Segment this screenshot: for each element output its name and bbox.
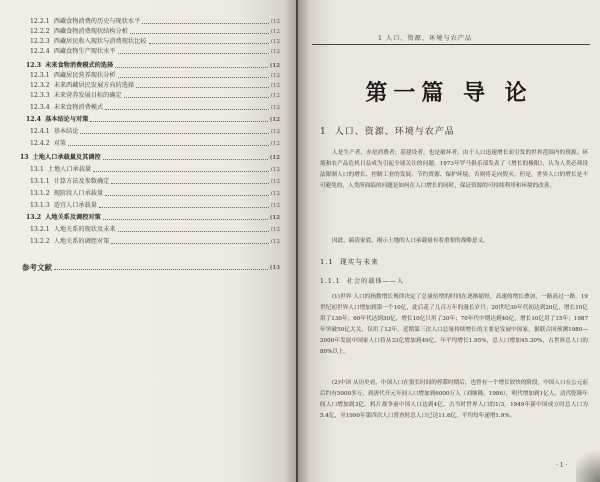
toc-entry-title: 未来西藏居民发展方向的选择 <box>53 82 135 89</box>
toc-leader-dots <box>93 171 269 172</box>
toc-leader-dots <box>90 121 267 122</box>
toc-leader-dots <box>118 77 269 78</box>
toc-entry[interactable] <box>22 264 280 272</box>
toc-entry-page: (12 <box>270 239 280 245</box>
toc-leader-dots <box>105 195 269 196</box>
toc-entry-title: 人地关系的现状及未来 <box>53 226 116 233</box>
toc-leader-dots <box>115 67 268 68</box>
intro-paragraph-1: 人是生产者，亦是消费者；基建设者，也是破坏者。由于人口迅速增长而引发的世界范围内的资源、环境和农产品危机日益成为引起全球关注的问题。1973年罗马俱乐部发表了《增长的极限》，认为人类必须设法限制人口的增长、控制工业的发展、节约资源、保护环境，否则将走向毁灭。但是，世界人口的增长是不可避免的，人类所面临的问题是如何在人口增长的同时，保证资源的可持续利用和环境的改善。 <box>320 150 588 189</box>
toc-entry-page: (12 <box>270 191 280 197</box>
toc-entry-page: (12 <box>270 93 280 99</box>
section-number: 1.1 <box>320 258 334 266</box>
toc-entry-title: 土地人口承载量及其调控 <box>32 154 101 161</box>
toc-entry-number: 12.2.3 <box>30 38 50 45</box>
body-paragraph-china <box>320 378 588 422</box>
toc-entry[interactable] <box>30 48 280 56</box>
subsection-number: 1.1.1 <box>320 278 341 285</box>
toc-entry-number: 12.4.2 <box>30 140 50 147</box>
chapter-number: 1 <box>320 127 327 137</box>
toc-entry-page: (12 <box>270 203 280 209</box>
toc-entry-number: 13.2.2 <box>30 238 50 245</box>
toc-leader-dots <box>118 53 269 54</box>
toc-leader-dots <box>80 133 268 134</box>
toc-leader-dots <box>149 43 269 44</box>
toc-entry[interactable] <box>30 190 280 198</box>
toc-entry-number: 13.1.3 <box>30 202 50 209</box>
subsection-title: 社会的载体——人 <box>346 278 405 285</box>
toc-entry-title: 未来食物消费模式的选择 <box>45 62 114 69</box>
toc-entry-number: 12.3 <box>26 62 42 69</box>
running-header: 1 人口、资源、环境与农产品 <box>378 35 473 42</box>
toc-entry[interactable] <box>26 116 280 124</box>
paragraph-world: (1)世界 人口的指数增长规律决定了总量倍增的时间在逐渐缩短，高速的增长叠加，一路高过一路。19世纪初世界人口增加到第一个10亿，此后花了几百万年的漫长岁月；20世纪30年代初达到20亿，增长10亿用了130年；60年代达到30亿，增长10亿只用了30年；70年代中期达到40亿，增长10亿用了15年；1987年突破50亿大关，仅用了12年。近期第三次人口总量持续增长的主要是发展中国家，据联合国预测1980—2000年发展中国家人口将从33亿增加到49亿，年平均增长1.95%，总人口增加45.30%，占世界总人口的80%以上。 <box>320 294 588 355</box>
toc-entry-title: 计算方法及参数确定 <box>53 178 110 185</box>
toc-leader-dots <box>103 219 268 220</box>
toc-entry[interactable] <box>30 18 280 26</box>
toc-entry[interactable] <box>30 226 280 234</box>
toc-entry-title: 参考文献 <box>22 263 52 272</box>
page-number: · 1 · <box>556 462 568 469</box>
toc-entry-page: (12 <box>270 29 280 35</box>
toc-leader-dots <box>54 269 268 270</box>
toc-entry-page: (12 <box>270 83 280 89</box>
toc-entry-title: 适宜人口承载量 <box>53 202 97 209</box>
toc-leader-dots <box>111 243 268 244</box>
toc-entry-title: 对策 <box>53 140 67 147</box>
toc-entry-page: (12 <box>270 167 280 173</box>
intro-paragraph <box>320 236 588 247</box>
toc-leader-dots <box>103 159 268 160</box>
toc-entry[interactable] <box>26 214 280 222</box>
toc-entry-title: 人地关系及调控对策 <box>45 214 101 221</box>
toc-leader-dots <box>136 87 269 88</box>
toc-entry-number: 12.3.2 <box>30 82 50 89</box>
toc-entry-number: 12.4.1 <box>30 128 50 135</box>
toc-entry-title: 基本结论 <box>53 128 79 135</box>
toc-leader-dots <box>68 145 269 146</box>
toc-entry-page: (12 <box>270 227 280 233</box>
toc-entry-title: 西藏居民营养现状分析 <box>53 72 116 79</box>
toc-entry-page: (12 <box>269 155 280 161</box>
chapter-heading <box>320 124 455 137</box>
toc-entry-number: 12.2.1 <box>30 18 50 25</box>
toc-entry-page: (12 <box>269 63 280 69</box>
toc-entry-number: 12.4 <box>26 116 42 123</box>
toc-leader-dots <box>130 33 269 34</box>
toc-leader-dots <box>124 97 269 98</box>
left-page <box>0 0 296 482</box>
toc-entry-number: 12.3.3 <box>30 92 50 99</box>
toc-entry[interactable] <box>30 238 280 246</box>
chapter-title: 人口、资源、环境与农产品 <box>334 127 455 137</box>
toc-entry[interactable] <box>30 104 280 112</box>
intro-paragraph-2: 因此，搞清家底，揭示土地的人口承载量有着重要的战略意义。 <box>332 238 489 244</box>
toc-entry[interactable] <box>30 92 280 100</box>
header-rule <box>312 44 590 45</box>
toc-entry-title: 人地关系的调控对策 <box>53 238 110 245</box>
toc-entry-number: 12.2.2 <box>30 28 50 35</box>
intro-paragraph <box>320 148 588 192</box>
toc-entry-page: (12 <box>270 105 280 111</box>
toc-entry-number: 12.3.1 <box>30 72 50 79</box>
toc-entry-page: (12 <box>270 141 280 147</box>
toc-entry-page: (12 <box>270 49 280 55</box>
toc-entry-title: 西藏食物消费现状结构分析 <box>53 28 128 35</box>
body-paragraph-world <box>320 292 588 358</box>
toc-entry-title: 基本结论与对策 <box>45 116 89 123</box>
toc-entry-number: 12.2.4 <box>30 48 50 55</box>
section-title: 现实与未来 <box>339 258 379 266</box>
toc-entry-title: 西藏食物消费的历史与现状水平 <box>53 18 141 25</box>
toc-entry-title: 未来食物消费模式 <box>53 104 104 111</box>
toc-entry-title: 西藏食物生产现状水平 <box>53 48 116 55</box>
toc-entry[interactable] <box>30 166 280 174</box>
toc-entry[interactable] <box>30 140 280 148</box>
toc-entry-page: (12 <box>270 179 280 185</box>
toc-entry-page: (12 <box>269 215 280 221</box>
toc-entry-number: 12.3.4 <box>30 104 50 111</box>
toc-entry[interactable] <box>26 62 280 70</box>
paragraph-china: (2)中国 从历史看，中国人口在很长时间的停滞时期后，也曾有一个增长较快的阶段。中国人口在公元前后约有5000多万，到唐代开元年间人口增加到6000万人（刘继隆，1986），明代增加到1亿人，清代乾隆年间人口增加到3亿。鸦片战争前中国人口达到4亿，占当时世界人口的1/3。1949年新中国成立时总人口为5.4亿，至1990年第四次人口普查时总人口已达11.6亿，平均每年递增1.9%。 <box>320 380 588 419</box>
toc-entry-number: 13.2.1 <box>30 226 50 233</box>
toc-entry-page: (12 <box>269 117 280 123</box>
toc-entry-number: 13 <box>20 154 29 161</box>
toc-entry-page: (12 <box>270 39 280 45</box>
toc-entry-page: (13 <box>269 265 280 271</box>
toc-entry[interactable] <box>30 178 280 186</box>
section-heading-1-1 <box>320 256 379 266</box>
toc-entry-title: 西藏居民收入现状与消费现状比较 <box>53 38 147 45</box>
toc-entry[interactable] <box>30 128 280 136</box>
toc-entry-number: 13.1.2 <box>30 190 50 197</box>
toc-entry-page: (12 <box>270 19 280 25</box>
section-heading-1-1-1 <box>320 276 404 285</box>
toc-entry-page: (12 <box>270 129 280 135</box>
toc-entry[interactable] <box>30 38 280 46</box>
toc-entry-number: 13.2 <box>26 214 42 221</box>
toc-leader-dots <box>142 23 269 24</box>
toc-entry[interactable] <box>30 28 280 36</box>
toc-entry[interactable] <box>20 154 280 162</box>
toc-leader-dots <box>111 183 268 184</box>
page-corner-shadow <box>576 442 600 482</box>
right-page <box>298 0 600 482</box>
toc-entry-title: 未来营养发展目标的确定 <box>53 92 122 99</box>
toc-leader-dots <box>105 109 269 110</box>
toc-entry-number: 13.1.1 <box>30 178 50 185</box>
toc-leader-dots <box>99 207 269 208</box>
toc-entry[interactable] <box>30 72 280 80</box>
part-title: 第一篇 导 论 <box>365 81 533 106</box>
toc-entry[interactable] <box>30 82 280 90</box>
toc-entry-title: 现阶段人口承载量 <box>53 190 104 197</box>
toc-entry-page: (12 <box>270 73 280 79</box>
toc-entry-number: 13.1 <box>30 166 44 173</box>
toc-entry[interactable] <box>30 202 280 210</box>
toc-entry-title: 土地人口承载量 <box>47 166 92 173</box>
toc-leader-dots <box>118 231 269 232</box>
